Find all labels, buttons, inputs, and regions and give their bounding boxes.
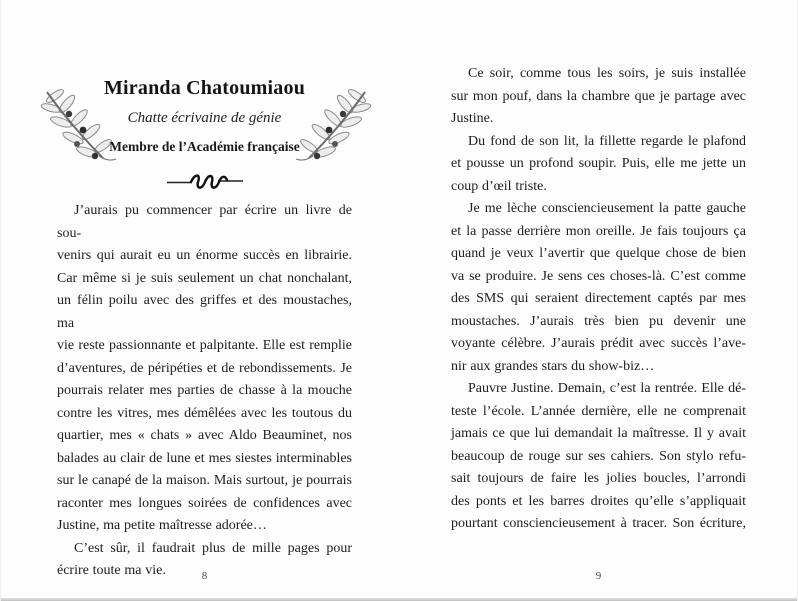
left-page xyxy=(57,0,352,601)
text-line: un félin poilu avec des griffes et des moustaches, ma xyxy=(57,293,352,331)
text-line: et pousse un profond soupir. Puis, elle me jette un xyxy=(451,156,746,171)
text-line: pourtant consciencieusement à tracer. Son écriture, xyxy=(451,516,746,531)
text-line: des ponts et les barres droites qu’elle s’appliquait xyxy=(451,493,746,509)
text-line: Ce soir, comme tous les soirs, je suis installée xyxy=(468,66,746,81)
author-name-title: Miranda Chatoumiaou xyxy=(103,77,306,99)
text-line: d’aventures, de péripéties et de rebondissements. Je xyxy=(57,360,352,376)
text-line: quand je veux l’avertir que quelque chose de bien xyxy=(451,246,746,261)
page-number-right: 9 xyxy=(595,570,602,582)
author-subtitle: Chatte écrivaine de génie xyxy=(127,110,282,126)
text-line: teste l’école. L’année dernière, elle ne comprenait xyxy=(451,403,746,419)
text-line: Justine, ma petite maîtresse adorée… xyxy=(57,518,267,533)
right-page xyxy=(451,0,746,601)
text-line: sur mon pouf, dans la chambre que je partage avec xyxy=(451,88,746,104)
text-line: sur le canapé de la maison. Mais surtout, je pourrais xyxy=(57,473,352,488)
text-line: Car même si je suis seulement un chat nonchalant, xyxy=(57,270,352,286)
text-line: contre les vitres, mes démêlées avec les toutous du xyxy=(57,405,352,421)
text-line: J’aurais pu commencer par écrire un livre de sou- xyxy=(57,203,352,241)
text-line: C’est sûr, il faudrait plus de mille pages pour xyxy=(74,540,352,556)
text-line: des SMS qui seraient directement captés par mes xyxy=(451,291,746,306)
page-body-right xyxy=(451,63,746,536)
rope-knot-divider-icon xyxy=(165,172,245,190)
text-line: quartier, mes « chats » avec Aldo Beauminet, nos xyxy=(57,428,352,443)
text-line: venirs qui aurait eu un énorme succès en librairie. xyxy=(57,248,352,263)
text-line: Du fond de son lit, la fillette regarde le plafond xyxy=(468,133,746,149)
text-line: Justine. xyxy=(451,111,494,126)
text-line: jamais ce que lui demandait la maîtresse. Il y avait xyxy=(451,426,746,441)
text-line: voyante célèbre. J’aurais prédit avec succès l’ave- xyxy=(451,336,746,351)
text-line: Je me lèche consciencieusement la patte gauche xyxy=(468,201,746,216)
text-line: balades au clair de lune et mes siestes interminables xyxy=(57,450,352,466)
page-number-left: 8 xyxy=(201,570,208,582)
text-line: et la passe derrière mon oreille. Je fais toujours ça xyxy=(451,223,746,239)
text-line: raconter mes longues soirées de confidences avec xyxy=(57,495,352,511)
text-line: moustaches. J’aurais très bien pu devenir une xyxy=(451,313,746,329)
author-affiliation: Membre de l’Académie française xyxy=(109,139,300,154)
text-line: vie reste passionnante et palpitante. Elle est remplie xyxy=(57,338,352,353)
text-line: beaucoup de rouge sur ses cahiers. Son stylo refu- xyxy=(451,448,746,464)
text-line: coup d’œil triste. xyxy=(451,178,547,194)
text-line: Pauvre Justine. Demain, c’est la rentrée. Elle dé- xyxy=(468,381,746,396)
text-line: va se produire. Je sens ces choses-là. C’est comme xyxy=(451,268,746,284)
text-line: pourrais relater mes parties de chasse à la mouche xyxy=(57,383,352,398)
text-line: écrire toute ma vie. xyxy=(57,563,166,578)
page-body-left xyxy=(57,200,352,583)
text-line: sait toujours de faire les jolies boucles, l’arrondi xyxy=(451,471,746,486)
text-line: nir aux grandes stars du show-biz… xyxy=(451,358,655,374)
